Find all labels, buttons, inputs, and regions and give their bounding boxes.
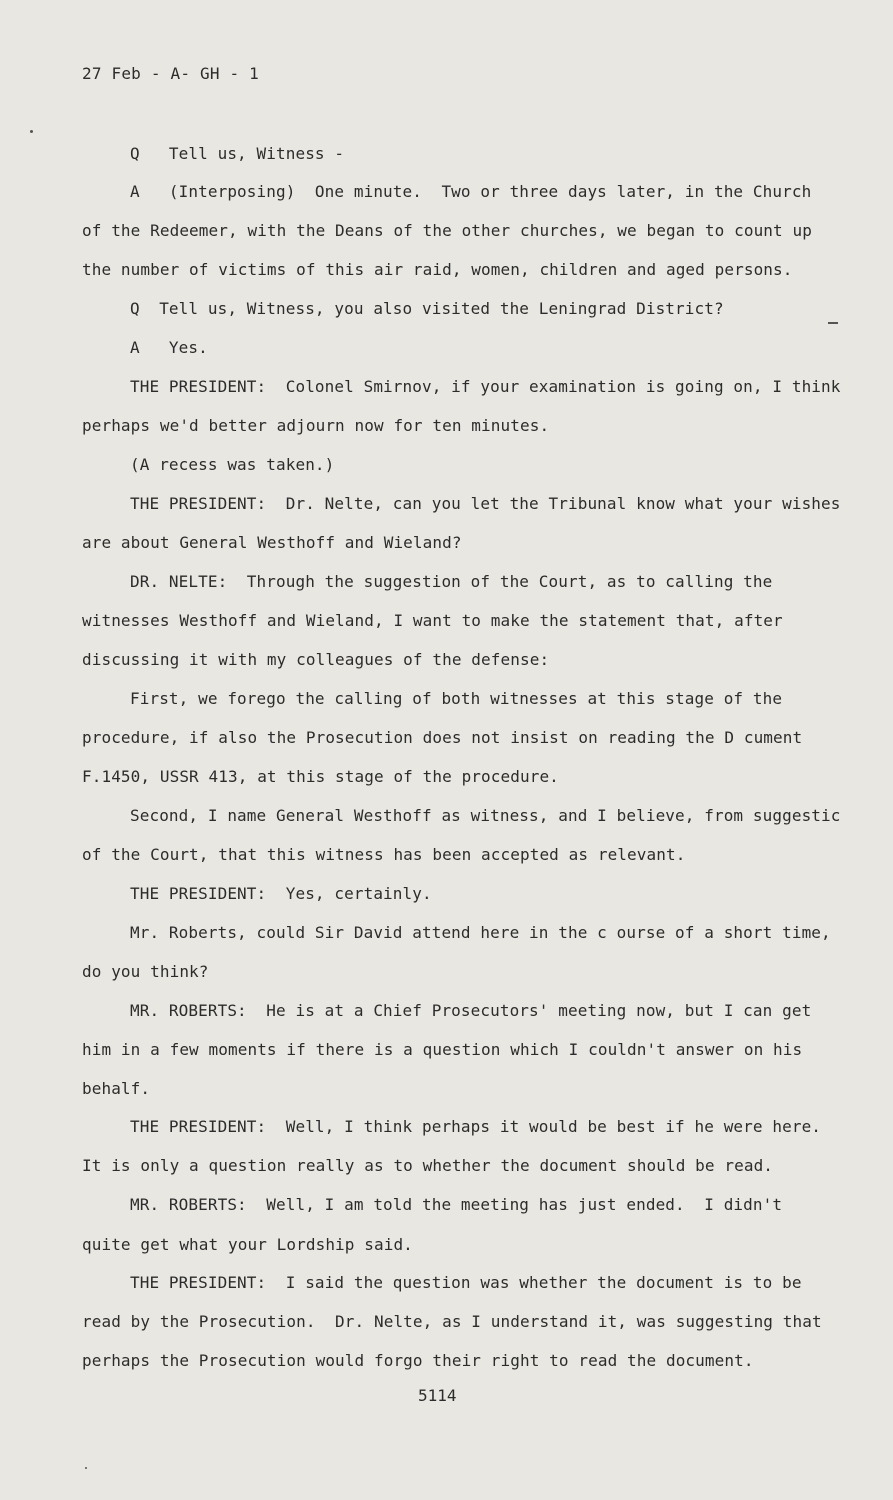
text-line: procedure, if also the Prosecution does not insist on reading the D cument — [82, 728, 803, 747]
text-line: DR. NELTE: Through the suggestion of the Court, as to calling the — [130, 572, 773, 591]
page-number: 5114 — [418, 1386, 457, 1405]
text-line: perhaps we'd better adjourn now for ten minutes. — [82, 416, 550, 435]
text-line: him in a few moments if there is a question which I couldn't answer on his — [82, 1040, 803, 1059]
text-line: MR. ROBERTS: Well, I am told the meeting has just ended. I didn't — [130, 1195, 783, 1214]
text-line: do you think? — [82, 962, 209, 981]
text-line: perhaps the Prosecution would forgo their right to read the document. — [82, 1351, 754, 1370]
text-line: First, we forego the calling of both witnesses at this stage of the — [130, 689, 783, 708]
text-line: MR. ROBERTS: He is at a Chief Prosecutors' meeting now, but I can get — [130, 1001, 812, 1020]
text-line: of the Court, that this witness has been accepted as relevant. — [82, 845, 686, 864]
text-line: of the Redeemer, with the Deans of the other churches, we began to count up — [82, 221, 812, 240]
text-line: THE PRESIDENT: Dr. Nelte, can you let the Tribunal know what your wishes — [130, 494, 841, 513]
paper-speck — [30, 130, 33, 133]
text-line: quite get what your Lordship said. — [82, 1235, 413, 1254]
text-line: read by the Prosecution. Dr. Nelte, as I understand it, was suggesting that — [82, 1312, 822, 1331]
text-line: behalf. — [82, 1079, 151, 1098]
text-line: are about General Westhoff and Wieland? — [82, 533, 462, 552]
paper-mark — [828, 322, 838, 324]
text-line: Second, I name General Westhoff as witness, and I believe, from suggestic — [130, 806, 841, 825]
text-line: THE PRESIDENT: Colonel Smirnov, if your examination is going on, I think — [130, 377, 841, 396]
text-line: THE PRESIDENT: I said the question was whether the document is to be — [130, 1273, 802, 1292]
text-line: A Yes. — [130, 338, 208, 357]
page-header: 27 Feb - A- GH - 1 — [82, 64, 259, 83]
text-line: (A recess was taken.) — [130, 455, 335, 474]
text-line: A (Interposing) One minute. Two or three days later, in the Church — [130, 182, 812, 201]
text-line: Mr. Roberts, could Sir David attend here in the c ourse of a short time, — [130, 923, 831, 942]
paper-speck — [85, 1467, 87, 1469]
text-line: F.1450, USSR 413, at this stage of the procedure. — [82, 767, 559, 786]
text-line: THE PRESIDENT: Well, I think perhaps it would be best if he were here. — [130, 1117, 822, 1136]
text-line: discussing it with my colleagues of the defense: — [82, 650, 550, 669]
text-line: It is only a question really as to whether the document should be read. — [82, 1156, 774, 1175]
text-line: Q Tell us, Witness, you also visited the Leningrad District? — [130, 299, 724, 318]
text-line: the number of victims of this air raid, women, children and aged persons. — [82, 260, 793, 279]
text-line: witnesses Westhoff and Wieland, I want to make the statement that, after — [82, 611, 783, 630]
text-line: Q Tell us, Witness - — [130, 144, 345, 163]
text-line: THE PRESIDENT: Yes, certainly. — [130, 884, 432, 903]
